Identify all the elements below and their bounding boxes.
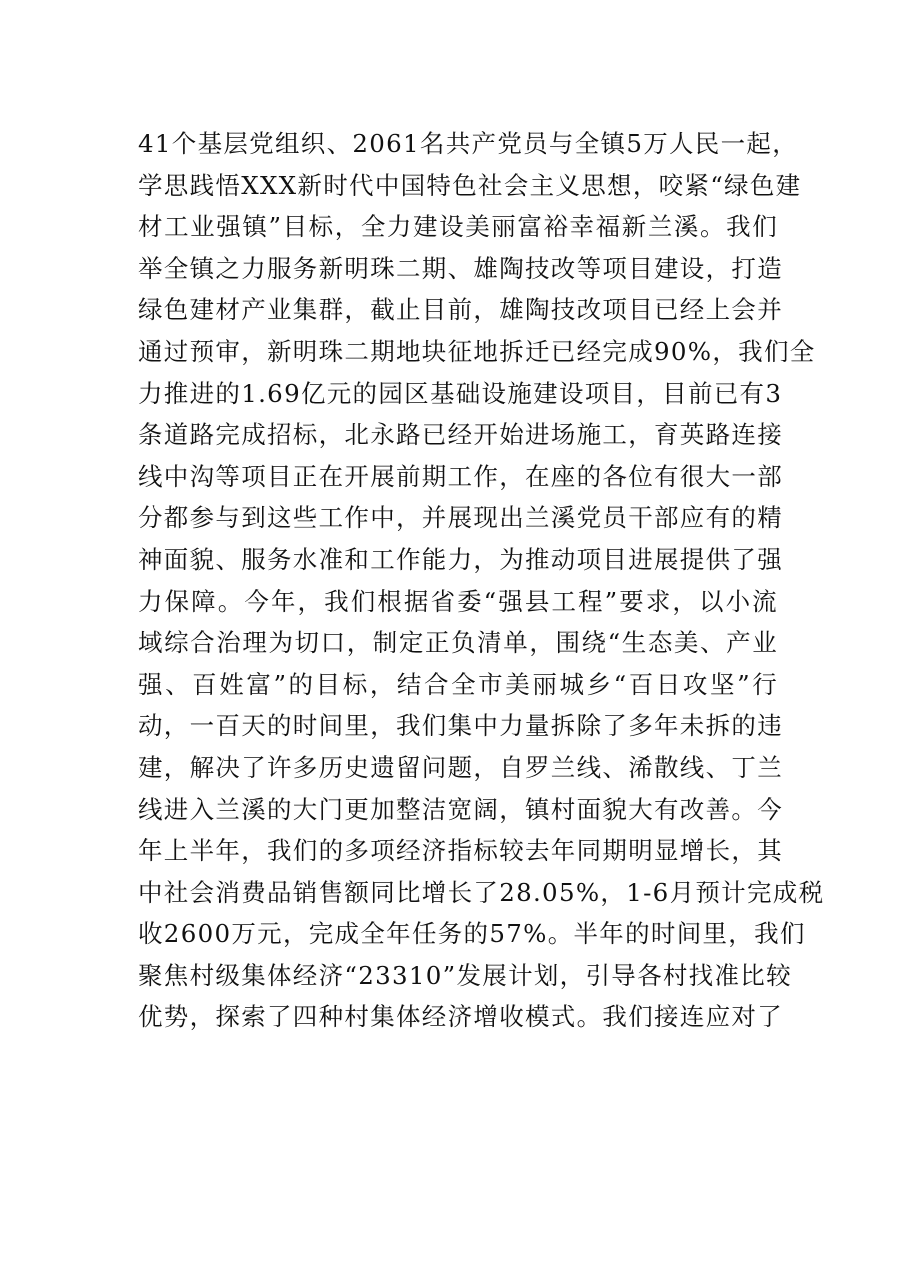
text-line: 域综合治理为切口，制定正负清单，围绕“生态美、产业 <box>138 628 778 658</box>
text-line: 力保障。今年，我们根据省委“强县工程”要求，以小流 <box>138 586 778 616</box>
text-line: 中社会消费品销售额同比增长了28.05%，1-6月预计完成税 <box>138 877 825 907</box>
text-line: 学思践悟XXX新时代中国特色社会主义思想，咬紧“绿色建 <box>138 170 802 200</box>
text-line: 线中沟等项目正在开展前期工作，在座的各位有很大一部 <box>138 461 783 491</box>
text-line: 力推进的1.69亿元的园区基础设施建设项目，目前已有3 <box>138 378 783 408</box>
text-line: 神面貌、服务水准和工作能力，为推动项目进展提供了强 <box>138 544 783 574</box>
text-line: 绿色建材产业集群，截止目前，雄陶技改项目已经上会并 <box>138 295 783 325</box>
text-line: 动，一百天的时间里，我们集中力量拆除了多年未拆的违 <box>138 711 783 741</box>
text-line: 材工业强镇”目标，全力建设美丽富裕幸福新兰溪。我们 <box>138 212 778 242</box>
text-line: 优势，探索了四种村集体经济增收模式。我们接连应对了 <box>138 1002 783 1032</box>
text-line: 收2600万元，完成全年任务的57%。半年的时间里，我们 <box>138 919 806 949</box>
text-line: 通过预审，新明珠二期地块征地拆迁已经完成90%，我们全 <box>138 336 816 366</box>
body-paragraph <box>138 123 825 1038</box>
text-line: 年上半年，我们的多项经济指标较去年同期明显增长，其 <box>138 836 783 866</box>
text-line: 举全镇之力服务新明珠二期、雄陶技改等项目建设，打造 <box>138 253 783 283</box>
text-line: 强、百姓富”的目标，结合全市美丽城乡“百日攻坚”行 <box>138 669 778 699</box>
text-line: 聚焦村级集体经济“23310”发展计划，引导各村找准比较 <box>138 960 792 990</box>
text-line: 建，解决了许多历史遗留问题，自罗兰线、浠散线、丁兰 <box>138 752 783 782</box>
text-line: 41个基层党组织、2061名共产党员与全镇5万人民一起， <box>138 129 799 158</box>
text-line: 线进入兰溪的大门更加整洁宽阔，镇村面貌大有改善。今 <box>138 794 783 824</box>
text-line: 分都参与到这些工作中，并展现出兰溪党员干部应有的精 <box>138 503 783 533</box>
text-line: 条道路完成招标，北永路已经开始进场施工，育英路连接 <box>138 420 783 450</box>
